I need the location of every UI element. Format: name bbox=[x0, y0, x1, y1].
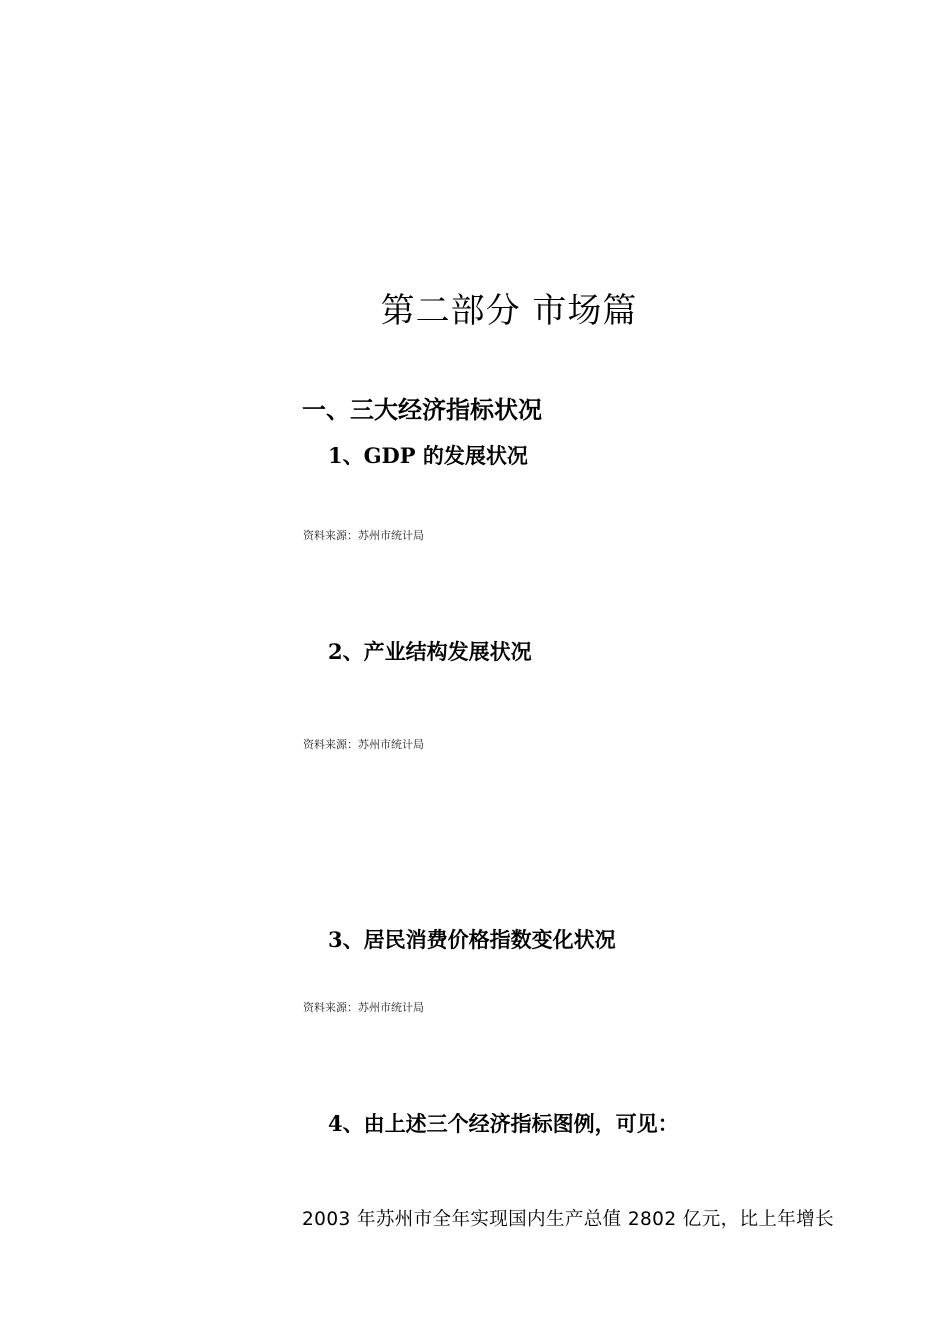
data-source-note-cpi: 资料来源：苏州市统计局 bbox=[303, 1001, 424, 1014]
part-title: 第二部分 市场篇 bbox=[380, 291, 638, 331]
subsection-heading-industry-structure: 2、产业结构发展状况 bbox=[328, 639, 532, 664]
body-paragraph: 2003 年苏州市全年实现国内生产总值 2802 亿元，比上年增长 bbox=[302, 1209, 835, 1230]
subsection-heading-gdp: 1、GDP 的发展状况 bbox=[328, 443, 528, 468]
data-source-note-industry-structure: 资料来源：苏州市统计局 bbox=[303, 738, 424, 751]
subsection-heading-conclusion: 4、由上述三个经济指标图例，可见： bbox=[328, 1111, 679, 1136]
subsection-heading-cpi: 3、居民消费价格指数变化状况 bbox=[328, 927, 616, 952]
data-source-note-gdp: 资料来源：苏州市统计局 bbox=[303, 529, 424, 542]
section-heading: 一、三大经济指标状况 bbox=[302, 395, 542, 424]
